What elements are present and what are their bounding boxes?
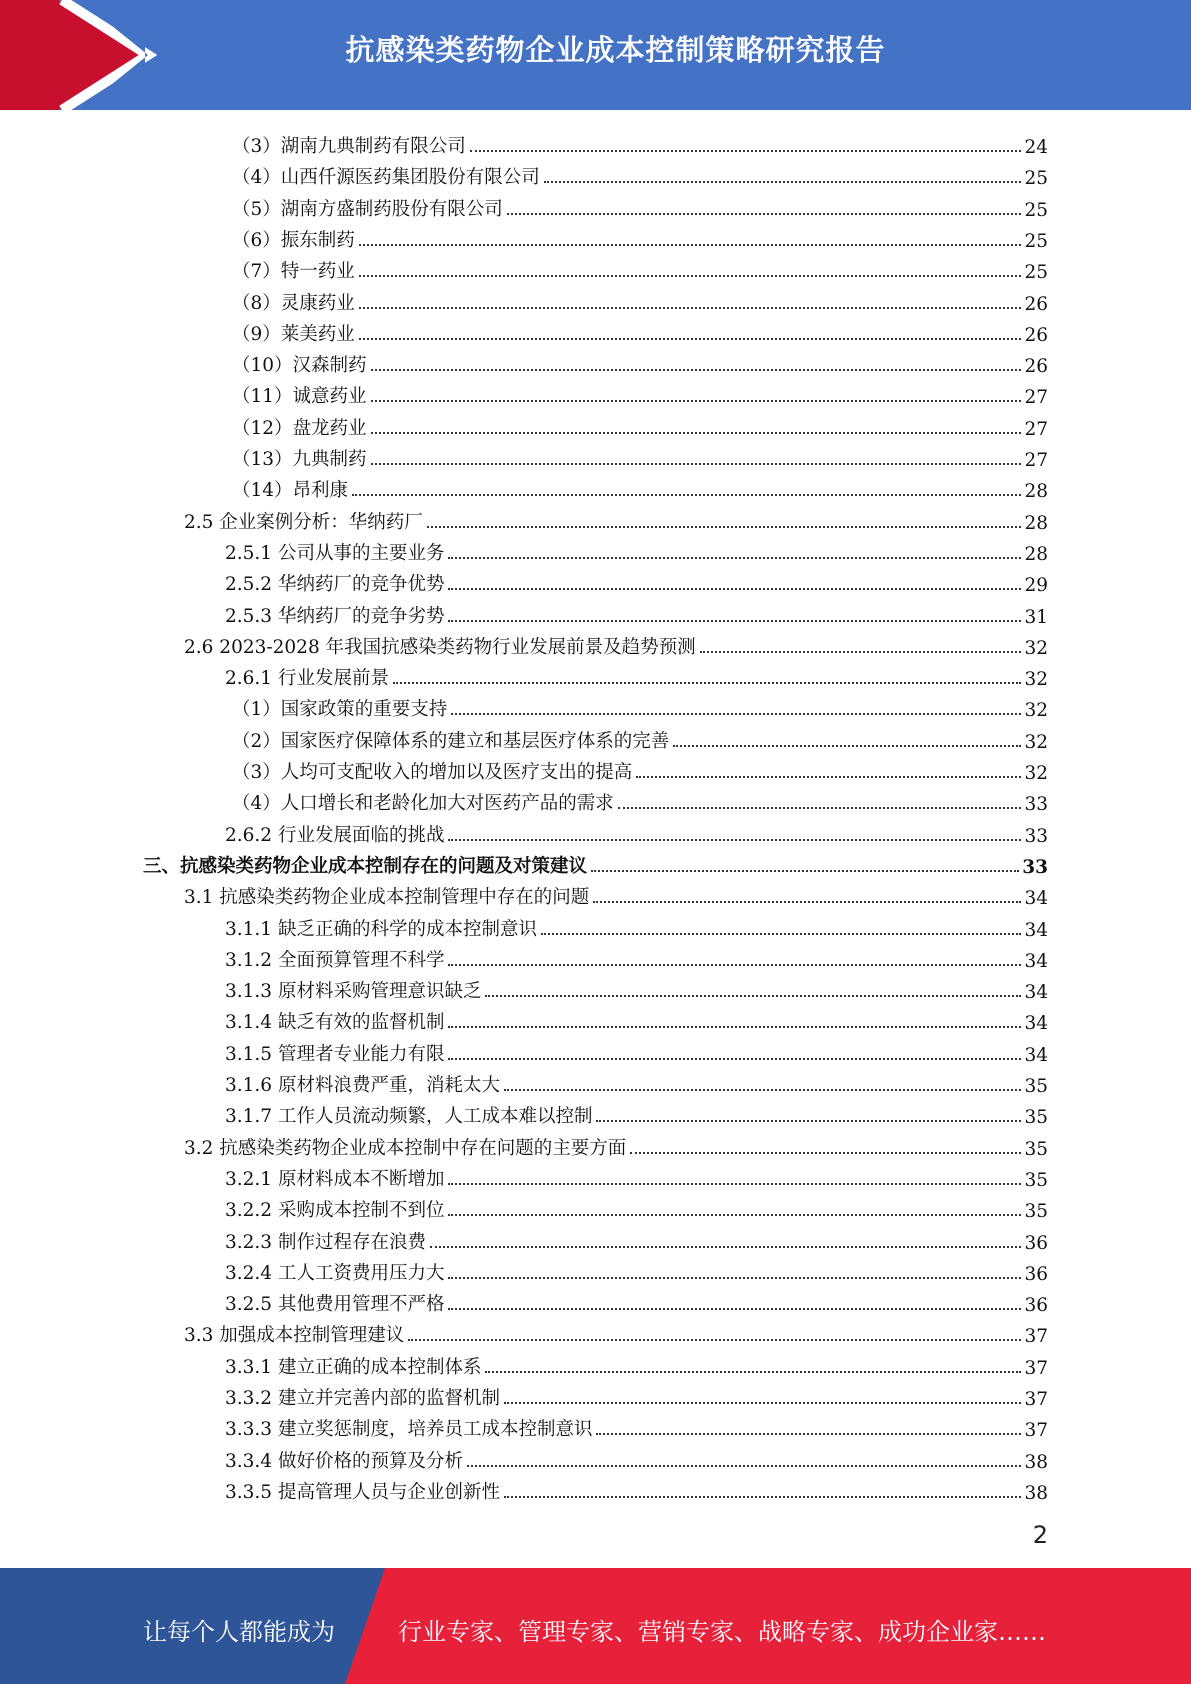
toc-entry-page: 37: [1024, 1420, 1048, 1442]
toc-leader-dots: [544, 181, 1022, 183]
page-number: 2: [1032, 1521, 1048, 1549]
toc-entry[interactable]: [232, 253, 1048, 283]
toc-entry-label: 3.2.4 工人工资费用压力大: [225, 1262, 445, 1284]
toc-leader-dots: [618, 807, 1022, 809]
toc-entry-label: （8）灵康药业: [232, 292, 355, 314]
toc-entry-label: （3）湖南九典制药有限公司: [232, 136, 466, 157]
toc-leader-dots: [451, 713, 1021, 715]
toc-entry-label: 3.1 抗感染类药物企业成本控制管理中存在的问题: [184, 887, 590, 909]
toc-leader-dots: [448, 1058, 1021, 1060]
toc-leader-dots: [352, 494, 1021, 496]
toc-leader-dots: [371, 463, 1022, 465]
toc-entry[interactable]: [232, 785, 1048, 815]
toc-leader-dots: [448, 1183, 1021, 1185]
toc-leader-dots: [448, 839, 1021, 841]
toc-entry[interactable]: [225, 598, 1048, 628]
toc-entry-page: 25: [1024, 262, 1048, 284]
toc-entry-page: 32: [1024, 763, 1048, 784]
toc-entry-page: 25: [1024, 168, 1048, 190]
toc-entry[interactable]: [225, 1349, 1048, 1379]
toc-leader-dots: [507, 213, 1022, 215]
toc-entry-label: 3.1.3 原材料采购管理意识缺乏: [225, 981, 482, 1003]
toc-entry-label: 3.2.1 原材料成本不断增加: [225, 1168, 445, 1190]
toc-entry-label: 3.2.2 采购成本控制不到位: [225, 1200, 445, 1222]
report-title: 抗感染类药物企业成本控制策略研究报告: [345, 33, 886, 67]
toc-entry-page: 32: [1024, 700, 1048, 722]
toc-entry-page: 36: [1024, 1295, 1048, 1317]
toc-entry-page: 27: [1024, 418, 1048, 440]
toc-entry-page: 38: [1024, 1482, 1048, 1504]
toc-entry-page: 25: [1024, 199, 1048, 221]
toc-leader-dots: [371, 432, 1022, 434]
toc-leader-dots: [504, 1496, 1021, 1498]
toc-entry-label: （13）九典制药: [232, 449, 367, 470]
toc-leader-dots: [504, 1402, 1021, 1404]
toc-entry-page: 35: [1024, 1107, 1048, 1129]
toc-entry[interactable]: [225, 1004, 1048, 1034]
toc-entry-page: 35: [1024, 1138, 1048, 1160]
toc-leader-dots: [593, 901, 1021, 903]
toc-leader-dots: [448, 620, 1021, 622]
toc-entry[interactable]: [225, 535, 1048, 565]
toc-entry-label: （14）昂利康: [232, 480, 349, 502]
toc-entry-label: 3.3.5 提高管理人员与企业创新性: [225, 1481, 500, 1503]
toc-entry-page: 25: [1024, 230, 1048, 252]
toc-entry[interactable]: [225, 973, 1048, 1003]
toc-entry-page: 33: [1022, 856, 1048, 878]
toc-entry-label: （6）振东制药: [232, 229, 355, 251]
toc-entry[interactable]: [225, 1224, 1048, 1254]
toc-entry-page: 29: [1024, 575, 1048, 597]
toc-leader-dots: [636, 776, 1021, 778]
toc-leader-dots: [427, 526, 1022, 528]
toc-entry-page: 32: [1024, 731, 1048, 753]
toc-entry-page: 26: [1024, 356, 1048, 378]
toc-entry-label: （11）诚意药业: [232, 386, 367, 408]
toc-entry-page: 24: [1024, 137, 1048, 158]
toc-entry-label: 3.1.4 缺乏有效的监督机制: [225, 1012, 445, 1034]
toc-entry-label: 2.6 2023-2028 年我国抗感染类药物行业发展前景及趋势预测: [184, 636, 696, 658]
toc-entry[interactable]: [143, 848, 1048, 878]
toc-entry-label: 2.6.1 行业发展前景: [225, 668, 389, 690]
toc-entry-page: 26: [1024, 293, 1048, 315]
toc-entry[interactable]: [232, 754, 1048, 784]
toc-entry[interactable]: [225, 1255, 1048, 1285]
toc-entry-page: 34: [1024, 919, 1048, 941]
toc-entry-page: 35: [1024, 1076, 1048, 1097]
toc-leader-dots: [541, 933, 1021, 935]
toc-entry-label: （5）湖南方盛制药股份有限公司: [232, 198, 503, 220]
toc-entry[interactable]: [232, 347, 1048, 377]
toc-leader-dots: [430, 1246, 1021, 1248]
toc-entry[interactable]: [225, 1067, 1048, 1097]
toc-entry-page: 31: [1024, 606, 1048, 628]
toc-entry[interactable]: [225, 1098, 1048, 1128]
toc-entry-page: 28: [1024, 481, 1048, 503]
toc-entry-label: 3.1.5 管理者专业能力有限: [225, 1043, 445, 1065]
toc-leader-dots: [630, 1152, 1021, 1154]
toc-entry-label: （10）汉森制药: [232, 355, 367, 377]
toc-entry[interactable]: [184, 1130, 1048, 1160]
toc-entry[interactable]: [225, 817, 1048, 847]
toc-entry[interactable]: [184, 629, 1048, 659]
toc-entry[interactable]: [225, 1411, 1048, 1441]
toc-entry-label: 2.5.3 华纳药厂的竞争劣势: [225, 605, 445, 627]
toc-leader-dots: [359, 275, 1022, 277]
toc-entry-label: 2.5 企业案例分析：华纳药厂: [184, 511, 423, 533]
toc-entry-label: 2.5.2 华纳药厂的竞争优势: [225, 574, 445, 596]
toc-entry[interactable]: [225, 1036, 1048, 1066]
toc-entry-label: （7）特一药业: [232, 261, 355, 283]
toc-leader-dots: [448, 964, 1021, 966]
toc-entry[interactable]: [232, 222, 1048, 252]
toc-entry[interactable]: [225, 1161, 1048, 1191]
toc-entry-label: （2）国家医疗保障体系的建立和基层医疗体系的完善: [232, 730, 670, 752]
toc-entry-page: 37: [1024, 1357, 1048, 1379]
toc-leader-dots: [359, 338, 1022, 340]
toc-entry-page: 28: [1024, 512, 1048, 534]
toc-entry[interactable]: [232, 128, 1048, 158]
toc-leader-dots: [485, 995, 1021, 997]
toc-entry-page: 32: [1024, 669, 1048, 691]
toc-entry-label: 3.3.4 做好价格的预算及分析: [225, 1450, 463, 1472]
toc-entry[interactable]: [184, 879, 1048, 909]
toc-entry[interactable]: [232, 316, 1048, 346]
toc-entry[interactable]: [232, 472, 1048, 502]
toc-entry-page: 32: [1024, 637, 1048, 659]
toc-leader-dots: [485, 1371, 1021, 1373]
toc-leader-dots: [467, 1465, 1021, 1467]
toc-entry[interactable]: [225, 1380, 1048, 1410]
toc-entry-label: 3.2.3 制作过程存在浪费: [225, 1231, 426, 1253]
toc-leader-dots: [504, 1089, 1021, 1091]
toc-entry[interactable]: [232, 285, 1048, 315]
toc-entry[interactable]: [232, 410, 1048, 440]
toc-entry-label: （12）盘龙药业: [232, 417, 367, 439]
toc-entry-label: 3.2 抗感染类药物企业成本控制中存在问题的主要方面: [184, 1137, 627, 1159]
toc-entry-page: 37: [1024, 1389, 1048, 1410]
toc-leader-dots: [591, 870, 1019, 872]
toc-entry[interactable]: [232, 723, 1048, 753]
toc-entry-label: （4）山西仟源医药集团股份有限公司: [232, 167, 540, 189]
toc-entry[interactable]: [225, 1192, 1048, 1222]
toc-leader-dots: [393, 682, 1021, 684]
toc-leader-dots: [448, 557, 1021, 559]
toc-entry-label: 3.3.1 建立正确的成本控制体系: [225, 1356, 482, 1378]
toc-entry[interactable]: [225, 942, 1048, 972]
toc-leader-dots: [359, 244, 1022, 246]
toc-entry-label: 三、抗感染类药物企业成本控制存在的问题及对策建议: [143, 855, 588, 877]
toc-entry[interactable]: [232, 378, 1048, 408]
toc-entry-page: 26: [1024, 324, 1048, 346]
toc-leader-dots: [596, 1433, 1021, 1435]
toc-entry-page: 38: [1024, 1451, 1048, 1473]
toc-entry-page: 27: [1024, 387, 1048, 409]
toc-entry-label: 3.3.3 建立奖惩制度，培养员工成本控制意识: [225, 1419, 593, 1441]
toc-leader-dots: [448, 1277, 1021, 1279]
toc-leader-dots: [700, 651, 1022, 653]
toc-entry-page: 34: [1024, 982, 1048, 1004]
toc-entry-page: 35: [1024, 1201, 1048, 1223]
toc-leader-dots: [371, 400, 1022, 402]
toc-entry-label: （3）人均可支配收入的增加以及医疗支出的提高: [232, 762, 633, 783]
toc-entry-page: 36: [1024, 1263, 1048, 1285]
toc-entry-page: 28: [1024, 543, 1048, 565]
toc-leader-dots: [359, 307, 1022, 309]
toc-entry-label: 3.2.5 其他费用管理不严格: [225, 1294, 445, 1316]
toc-entry-label: 3.3 加强成本控制管理建议: [184, 1325, 405, 1347]
toc-entry-page: 33: [1024, 794, 1048, 816]
toc-entry-page: 34: [1024, 1013, 1048, 1035]
toc-entry[interactable]: [232, 691, 1048, 721]
toc-entry[interactable]: [225, 660, 1048, 690]
toc-entry-page: 33: [1024, 825, 1048, 847]
toc-entry-label: 3.1.1 缺乏正确的科学的成本控制意识: [225, 918, 537, 940]
header-banner: [0, 0, 1191, 110]
toc-entry-label: 3.1.2 全面预算管理不科学: [225, 949, 445, 971]
toc-entry-label: （1）国家政策的重要支持: [232, 699, 448, 721]
toc-leader-dots: [408, 1339, 1021, 1341]
toc-entry[interactable]: [184, 504, 1048, 534]
footer-slogan-right: 行业专家、管理专家、营销专家、战略专家、成功企业家……: [398, 1618, 1046, 1646]
toc-entry[interactable]: [225, 1443, 1048, 1473]
toc-entry[interactable]: [225, 911, 1048, 941]
toc-entry[interactable]: [232, 441, 1048, 471]
toc-entry-label: 2.6.2 行业发展面临的挑战: [225, 824, 445, 846]
toc-entry-label: 3.1.6 原材料浪费严重，消耗太大: [225, 1075, 500, 1096]
toc-entry-label: （4）人口增长和老龄化加大对医药产品的需求: [232, 793, 614, 815]
toc-entry-label: （9）莱美药业: [232, 323, 355, 345]
toc-entry-page: 37: [1024, 1326, 1048, 1348]
toc-leader-dots: [470, 150, 1022, 152]
footer-slogan-left: 让每个人都能成为: [143, 1618, 335, 1646]
toc-leader-dots: [448, 1214, 1021, 1216]
toc-entry-page: 36: [1024, 1232, 1048, 1254]
toc-entry[interactable]: [225, 566, 1048, 596]
toc-entry-page: 27: [1024, 450, 1048, 471]
toc-entry[interactable]: [225, 1286, 1048, 1316]
toc-entry[interactable]: [232, 191, 1048, 221]
toc-leader-dots: [596, 1120, 1021, 1122]
toc-leader-dots: [448, 1308, 1021, 1310]
toc-entry[interactable]: [225, 1474, 1048, 1504]
toc-leader-dots: [448, 1026, 1021, 1028]
toc-leader-dots: [448, 588, 1021, 590]
toc-entry-label: 3.1.7 工作人员流动频繁，人工成本难以控制: [225, 1106, 593, 1128]
toc-entry-page: 34: [1024, 1044, 1048, 1066]
toc-entry[interactable]: [184, 1317, 1048, 1347]
toc-entry-page: 35: [1024, 1169, 1048, 1191]
toc-leader-dots: [673, 745, 1021, 747]
toc-leader-dots: [371, 369, 1022, 371]
toc-entry-page: 34: [1024, 950, 1048, 972]
toc-entry-label: 3.3.2 建立并完善内部的监督机制: [225, 1388, 500, 1409]
toc-entry[interactable]: [232, 159, 1048, 189]
toc-entry-page: 34: [1024, 888, 1048, 910]
toc-entry-label: 2.5.1 公司从事的主要业务: [225, 542, 445, 564]
